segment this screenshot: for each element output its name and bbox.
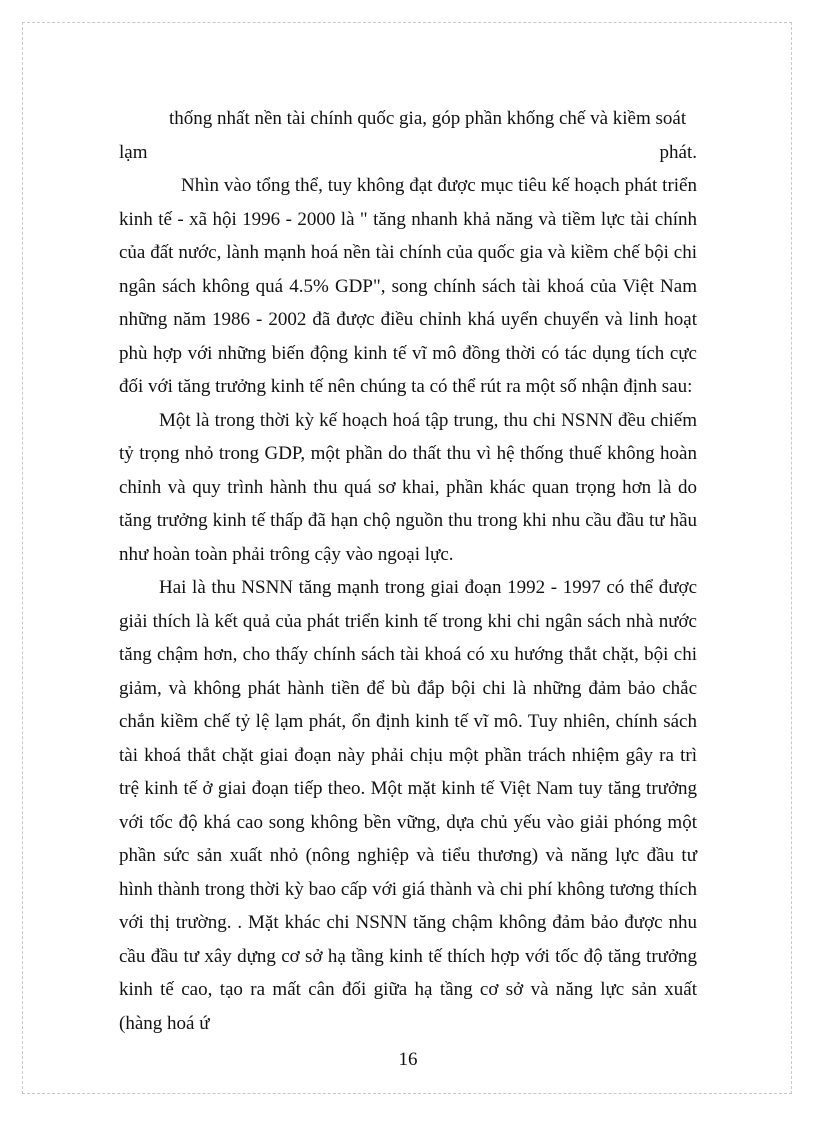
continued-word-right: phát. (659, 141, 697, 163)
paragraph-overview: Nhìn vào tổng thể, tuy không đạt được mục tiêu kế hoạch phát triển kinh tế - xã hội 1996 - 2000 là " tăng nhanh khả năng và tiềm lực tài chính của đất nước, lành mạnh hoá nền tài chính của quốc gia và kiềm chế bội chi ngân sách không quá 4.5% GDP", song chính sách tài khoá của Việt Nam những năm 1986 - 2002 đã được điều chỉnh khá uyển chuyển và linh hoạt phù hợp với những biến động kinh tế vĩ mô đồng thời có tác dụng tích cực đối với tăng trưởng kinh tế nên chúng ta có thể rút ra một số nhận định sau: (119, 175, 697, 397)
continued-line: thống nhất nền tài chính quốc gia, góp phần khống chế và kiềm soát (169, 108, 687, 129)
continued-word-left: lạm (119, 141, 148, 163)
page-number: 16 (398, 1049, 418, 1070)
continued-line-end (119, 136, 697, 170)
paragraph-point-two: Hai là thu NSNN tăng mạnh trong giai đoạn 1992 - 1997 có thể được giải thích là kết quả của phát triển kinh tế trong khi chi ngân sách nhà nước tăng chậm hơn, cho thấy chính sách tài khoá có xu hướng thắt chặt, bội chi giảm, và không phát hành tiền để bù đắp bội chi là những đảm bảo chắc chắn kiềm chế tỷ lệ lạm phát, ổn định kinh tế vĩ mô. Tuy nhiên, chính sách tài khoá thắt chặt giai đoạn này phải chịu một phần trách nhiệm gây ra trì trệ kinh tế ở giai đoạn tiếp theo. Một mặt kinh tế Việt Nam tuy tăng trưởng với tốc độ khá cao song không bền vững, dựa chủ yếu vào giải phóng một phần sức sản xuất nhỏ (nông nghiệp và tiểu thương) và năng lực đầu tư hình thành trong thời kỳ bao cấp với giá thành và chi phí không tương thích với thị trường. . Mặt khác chi NSNN tăng chậm không đảm bảo được nhu cầu đầu tư xây dựng cơ sở hạ tầng kinh tế thích hợp với tốc độ tăng trưởng kinh tế cao, tạo ra mất cân đối giữa hạ tầng cơ sở và năng lực sản xuất (hàng hoá ứ (119, 577, 697, 1034)
document-body (119, 102, 697, 1040)
paragraph-point-one: Một là trong thời kỳ kế hoạch hoá tập trung, thu chi NSNN đều chiếm tỷ trọng nhỏ trong GDP, một phần do thất thu vì hệ thống thuế không hoàn chỉnh và quy trình hành thu quá sơ khai, phần khác quan trọng hơn là do tăng trưởng kinh tế thấp đã hạn chộ nguồn thu trong khi nhu cầu đầu tư hầu như hoàn toàn phải trông cậy vào ngoại lực. (119, 409, 697, 565)
